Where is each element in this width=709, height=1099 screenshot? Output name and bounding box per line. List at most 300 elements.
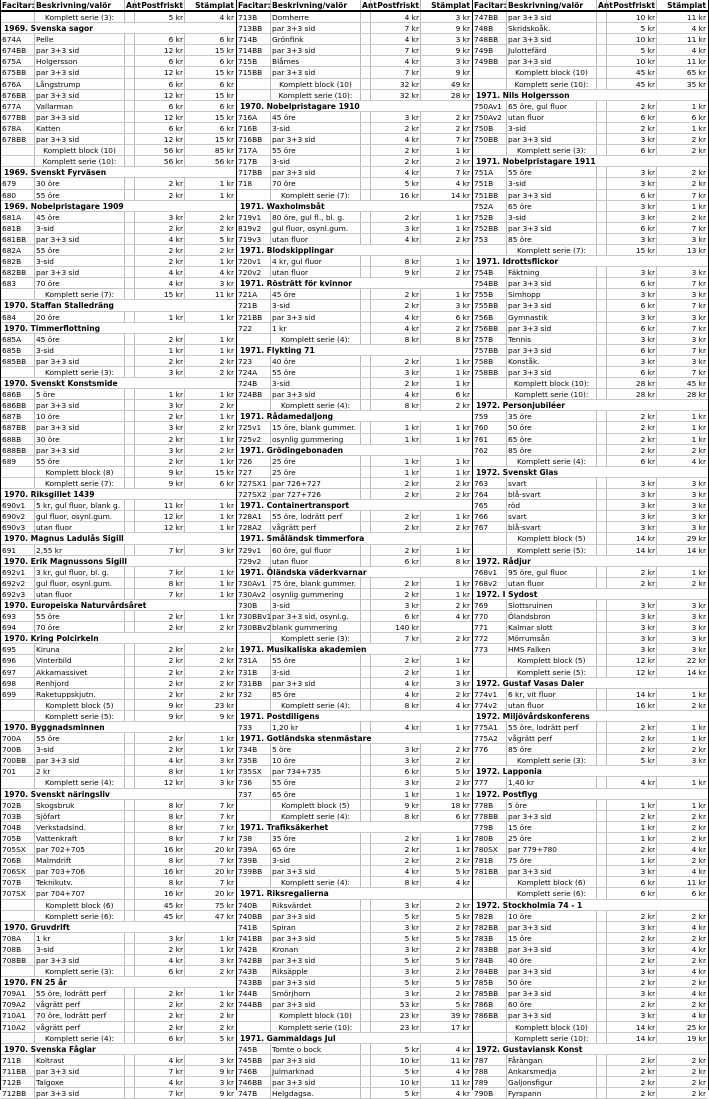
quantity	[597, 811, 607, 821]
price-mint: 3 kr	[607, 522, 657, 532]
price-used: 2 kr	[219, 368, 234, 377]
section-title: 1970. Magnus Ladulås Sigill	[4, 534, 124, 544]
description: Komplett block (5)	[35, 700, 125, 710]
stamp-row	[237, 23, 472, 34]
total-row	[237, 800, 472, 811]
quantity	[597, 800, 607, 810]
quantity	[125, 822, 135, 832]
quantity	[597, 622, 607, 632]
total-row	[473, 667, 708, 678]
stamp-row	[473, 955, 708, 966]
quantity	[125, 733, 135, 743]
quantity	[361, 766, 371, 776]
price-mint: 28 kr	[607, 389, 657, 399]
quantity	[597, 655, 607, 665]
quantity	[597, 511, 607, 521]
price-used: 6 kr	[219, 57, 234, 67]
quantity	[361, 655, 371, 665]
price-used: 5 kr	[219, 1033, 234, 1043]
price-used: 3 kr	[219, 1055, 234, 1065]
quantity	[361, 456, 371, 466]
facit-number: 719v3	[237, 234, 271, 244]
description: Komplett block (6)	[35, 900, 125, 910]
stamp-row	[237, 678, 472, 689]
stamp-row	[237, 511, 472, 522]
section-heading	[1, 300, 236, 311]
facit-number: 759	[473, 411, 507, 421]
quantity	[361, 56, 371, 66]
facit-number: 783BB	[473, 944, 507, 954]
price-mint: 2 kr	[135, 988, 185, 998]
stamp-row	[473, 622, 708, 633]
description: 70 öre	[271, 178, 361, 188]
price-used: 2 kr	[691, 578, 706, 588]
description: 3-sid	[271, 300, 361, 310]
price-used: 1 kr	[219, 412, 234, 422]
stamp-row	[1, 278, 236, 289]
stamp-row	[473, 34, 708, 45]
description: Fäktning	[507, 267, 597, 277]
price-mint: 2 kr	[607, 445, 657, 455]
quantity	[597, 223, 607, 233]
facit-number	[237, 90, 271, 100]
stamp-row	[473, 367, 708, 378]
price-used: 20 kr	[214, 845, 234, 855]
price-used: 5 kr	[455, 911, 470, 921]
price-mint: 28 kr	[607, 378, 657, 388]
price-mint: 2 kr	[607, 411, 657, 421]
quantity	[361, 833, 371, 843]
description: 3-sid	[35, 223, 125, 233]
price-used: 1 kr	[219, 578, 234, 588]
description: vågrätt perf	[507, 733, 597, 743]
quantity	[125, 312, 135, 322]
price-used: 15 kr	[214, 467, 234, 477]
price-mint: 6 kr	[607, 300, 657, 310]
description: 95 öre, gul fluor	[507, 567, 597, 577]
stamp-row	[1, 655, 236, 666]
price-mint: 6 kr	[371, 556, 421, 566]
price-used: 3 kr	[691, 523, 706, 533]
description: 5 kr, gul fluor, blank g.	[35, 500, 125, 510]
stamp-row	[473, 323, 708, 334]
facit-number	[473, 655, 507, 665]
price-used: 1 kr	[691, 778, 706, 788]
price-mint: 5 kr	[371, 1066, 421, 1076]
quantity	[361, 1066, 371, 1076]
facit-number: 788	[473, 1066, 507, 1076]
price-used: 6 kr	[219, 101, 234, 111]
facit-number: 740BB	[237, 911, 271, 921]
description: Komplett serie (5):	[507, 667, 597, 677]
section-title: 1971. Waxholmsbåt	[240, 201, 325, 211]
header-ant: Ant	[362, 1, 377, 10]
facit-number: 741BB	[237, 933, 271, 943]
description: blå-svart	[507, 522, 597, 532]
facit-number: 740B	[237, 900, 271, 910]
stamp-row	[473, 633, 708, 644]
quantity	[361, 234, 371, 244]
price-mint: 3 kr	[607, 178, 657, 188]
price-mint: 4 kr	[135, 267, 185, 277]
facit-number: 735B	[237, 755, 271, 765]
facit-number: 774v1	[473, 689, 507, 699]
header-description: Beskrivning/valör	[507, 0, 597, 10]
price-mint: 2 kr	[607, 733, 657, 743]
stamp-row	[473, 23, 708, 34]
stamp-row	[237, 866, 472, 877]
facit-number: 681B	[1, 223, 35, 233]
description: 70 öre, lodrätt perf	[35, 1010, 125, 1020]
description: par 779+780	[507, 844, 597, 854]
quantity	[125, 578, 135, 588]
quantity	[125, 777, 135, 787]
description: 45 öre	[35, 212, 125, 222]
description: 70 öre	[35, 622, 125, 632]
description: vågrätt perf	[271, 522, 361, 532]
price-used: 11 kr	[686, 878, 706, 888]
stamp-row	[473, 522, 708, 533]
price-mint: 4 kr	[371, 689, 421, 699]
quantity	[125, 67, 135, 77]
description: Vallarman	[35, 101, 125, 111]
stamp-row	[237, 789, 472, 800]
description: 3-sid	[507, 123, 597, 133]
facit-number: 729v2	[237, 556, 271, 566]
price-mint: 10 kr	[607, 56, 657, 66]
total-row	[1, 145, 236, 156]
quantity	[597, 67, 607, 77]
description: 55 öre	[35, 611, 125, 621]
price-mint: 3 kr	[371, 988, 421, 998]
quantity	[597, 877, 607, 887]
description: par 3+3 sid	[507, 345, 597, 355]
price-mint: 3 kr	[371, 755, 421, 765]
price-mint: 4 kr	[371, 323, 421, 333]
price-used: 7 kr	[691, 345, 706, 355]
price-mint: 2 kr	[607, 567, 657, 577]
facit-number: 744B	[237, 988, 271, 998]
price-used: 1 kr	[691, 201, 706, 211]
stamp-row	[237, 356, 472, 367]
price-used: 65 kr	[686, 68, 706, 78]
price-mint: 12 kr	[135, 522, 185, 532]
price-used: 1 kr	[455, 467, 470, 477]
description: par 3+3 sid	[507, 134, 597, 144]
section-heading	[473, 789, 708, 800]
stamp-row	[237, 378, 472, 389]
description: Verkstadsind.	[35, 822, 125, 832]
facit-number	[237, 800, 271, 810]
price-mint: 4 kr	[135, 755, 185, 765]
quantity	[361, 966, 371, 976]
total-row	[473, 888, 708, 899]
stamp-row	[237, 744, 472, 755]
price-mint: 8 kr	[371, 400, 421, 410]
price-used: 7 kr	[455, 135, 470, 145]
facit-number	[1, 467, 35, 477]
stamp-row	[473, 123, 708, 134]
facit-number: 756BB	[473, 323, 507, 333]
price-mint: 3 kr	[135, 445, 185, 455]
price-mint: 7 kr	[371, 67, 421, 77]
facit-number: 706B	[1, 855, 35, 865]
stamp-row	[1, 256, 236, 267]
price-used: 8 kr	[455, 556, 470, 566]
price-mint: 2 kr	[607, 722, 657, 732]
section-title: 1970. Timmerflottning	[4, 323, 101, 333]
facit-number: 723	[237, 356, 271, 366]
quantity	[125, 34, 135, 44]
price-used: 39 kr	[450, 1011, 470, 1021]
facit-number: 768v1	[473, 567, 507, 577]
facit-number: 709A1	[1, 988, 35, 998]
price-used: 75 kr	[214, 900, 234, 910]
quantity	[597, 1077, 607, 1087]
quantity	[125, 434, 135, 444]
facit-number: 729v1	[237, 545, 271, 555]
catalog-column	[0, 0, 236, 1099]
total-row	[237, 90, 472, 101]
quantity	[361, 678, 371, 688]
price-used: 7 kr	[691, 279, 706, 289]
stamp-row	[1, 622, 236, 633]
quantity	[597, 79, 607, 89]
section-heading	[1, 533, 236, 544]
quantity	[361, 722, 371, 732]
facit-number: 750Av2	[473, 112, 507, 122]
facit-number: 703B	[1, 811, 35, 821]
stamp-row	[473, 223, 708, 234]
description: Komplett serie (7):	[35, 478, 125, 488]
stamp-row	[473, 1077, 708, 1088]
facit-number: 688B	[1, 434, 35, 444]
facit-number: 733	[237, 722, 271, 732]
price-used: 3 kr	[691, 600, 706, 610]
total-row	[1, 711, 236, 722]
description: par 3+3 sid	[507, 866, 597, 876]
quantity	[361, 1077, 371, 1087]
section-title: 1971. Gammaldags Jul	[240, 1033, 336, 1043]
header-stamplat: Stämplat	[667, 1, 706, 10]
price-mint: 2 kr	[371, 478, 421, 488]
price-mint: 5 kr	[371, 178, 421, 188]
section-title: 1971. Gotländska stenmästare	[240, 734, 372, 744]
description: Komplett serie (7):	[507, 245, 597, 255]
price-used: 85 kr	[214, 146, 234, 156]
facit-number: 725v1	[237, 422, 271, 432]
facit-number: 732	[237, 689, 271, 699]
description: 60 öre, gul fluor	[271, 545, 361, 555]
stamp-row	[1, 45, 236, 56]
stamp-row	[473, 811, 708, 822]
price-mint: 16 kr	[135, 866, 185, 876]
stamp-row	[1, 589, 236, 600]
stamp-row	[237, 600, 472, 611]
facit-number: 713BB	[237, 23, 271, 33]
quantity	[597, 434, 607, 444]
price-mint: 3 kr	[607, 988, 657, 998]
quantity	[361, 800, 371, 810]
quantity	[125, 522, 135, 532]
description: Komplett block (10)	[35, 145, 125, 155]
quantity	[125, 911, 135, 921]
description: 85 öre	[507, 445, 597, 455]
quantity	[125, 134, 135, 144]
quantity	[125, 900, 135, 910]
quantity	[125, 844, 135, 854]
quantity	[361, 167, 371, 177]
description: Komplett serie (3):	[35, 367, 125, 377]
stamp-row	[473, 988, 708, 999]
price-mint: 6 kr	[135, 56, 185, 66]
quantity	[597, 1033, 607, 1043]
description: 55 öre	[35, 190, 125, 200]
facit-number	[1, 777, 35, 787]
section-heading	[237, 101, 472, 112]
description: gul fluor, osynl.gum.	[35, 578, 125, 588]
price-used: 1 kr	[455, 578, 470, 588]
price-used: 2 kr	[455, 268, 470, 278]
section-title: 1971. Blodskipplingar	[240, 245, 334, 255]
price-used: 7 kr	[691, 190, 706, 200]
price-mint: 3 kr	[607, 1010, 657, 1020]
price-mint: 45 kr	[607, 79, 657, 89]
stamp-row	[1, 1077, 236, 1088]
price-mint: 1 kr	[135, 389, 185, 399]
stamp-row	[237, 67, 472, 78]
facit-number: 709A2	[1, 999, 35, 1009]
quantity	[361, 977, 371, 987]
stamp-row	[1, 733, 236, 744]
quantity	[597, 755, 607, 765]
stamp-row	[1, 101, 236, 112]
section-title: 1970. Kring Polcirkeln	[4, 634, 99, 644]
facit-number: 690v1	[1, 500, 35, 510]
price-mint: 2 kr	[607, 578, 657, 588]
price-used: 1 kr	[455, 356, 470, 366]
facit-number: 717BB	[237, 167, 271, 177]
facit-number	[473, 755, 507, 765]
price-used: 2 kr	[691, 1000, 706, 1010]
stamp-row	[473, 289, 708, 300]
section-heading	[1, 556, 236, 567]
price-mint: 16 kr	[135, 844, 185, 854]
stamp-row	[473, 56, 708, 67]
stamp-row	[237, 34, 472, 45]
facit-number: 771	[473, 622, 507, 632]
facit-number: 782B	[473, 911, 507, 921]
section-heading	[237, 733, 472, 744]
stamp-row	[237, 212, 472, 223]
quantity	[597, 689, 607, 699]
total-row	[1, 700, 236, 711]
facit-number: 681BB	[1, 234, 35, 244]
quantity	[125, 877, 135, 887]
price-mint: 5 kr	[607, 45, 657, 55]
price-used: 22 kr	[686, 656, 706, 666]
quantity	[125, 1077, 135, 1087]
facit-number	[1, 966, 35, 976]
facit-number: 711BB	[1, 1066, 35, 1076]
total-row	[473, 1033, 708, 1044]
price-mint: 6 kr	[135, 123, 185, 133]
description: Pelle	[35, 34, 125, 44]
facit-number: 737	[237, 789, 271, 799]
section-heading	[473, 900, 708, 911]
description: par 3+3 sid	[271, 134, 361, 144]
description: Komplett block (10)	[271, 79, 361, 89]
price-used: 2 kr	[691, 933, 706, 943]
quantity	[361, 755, 371, 765]
description: Talgoxe	[35, 1077, 125, 1087]
section-heading	[1, 167, 236, 178]
price-mint: 2 kr	[607, 1066, 657, 1076]
description: 3-sid	[271, 855, 361, 865]
price-mint: 2 kr	[371, 855, 421, 865]
stamp-row	[1, 766, 236, 777]
description: par 3+3 sid	[35, 1066, 125, 1076]
facit-number: 752BB	[473, 223, 507, 233]
price-used: 1 kr	[219, 734, 234, 744]
price-mint: 2 kr	[135, 334, 185, 344]
description: Vinterbild	[35, 655, 125, 665]
price-used: 7 kr	[691, 323, 706, 333]
header-stamplat: Stämplat	[195, 1, 234, 10]
price-mint: 2 kr	[135, 1010, 185, 1020]
stamp-row	[473, 356, 708, 367]
facit-number	[1, 156, 35, 166]
stamp-row	[237, 755, 472, 766]
quantity	[361, 689, 371, 699]
quantity	[125, 999, 135, 1009]
section-title: 1971. Rådamedaljong	[240, 412, 334, 422]
facit-number: 768v2	[473, 578, 507, 588]
description: par 3+3 sid	[507, 988, 597, 998]
description: 55 öre, lodrätt perf	[35, 988, 125, 998]
stamp-row	[473, 234, 708, 245]
price-used: 1 kr	[455, 545, 470, 555]
quantity	[361, 744, 371, 754]
facit-number: 721A	[237, 289, 271, 299]
quantity	[361, 866, 371, 876]
quantity	[361, 1010, 371, 1020]
facit-number: 764	[473, 489, 507, 499]
stamp-row	[473, 201, 708, 212]
price-mint: 8 kr	[371, 256, 421, 266]
price-used: 2 kr	[455, 157, 470, 167]
header-postfriskt: Postfriskt	[607, 0, 657, 10]
stamp-row	[237, 112, 472, 123]
quantity	[597, 312, 607, 322]
facit-number: 701	[1, 766, 35, 776]
quantity	[125, 356, 135, 366]
facit-number	[473, 877, 507, 887]
quantity	[597, 888, 607, 898]
stamp-row	[473, 422, 708, 433]
description: 30 öre	[35, 434, 125, 444]
price-mint: 23 kr	[371, 1010, 421, 1020]
facit-number	[237, 877, 271, 887]
description: 5 öre	[35, 389, 125, 399]
price-used: 2 kr	[455, 967, 470, 977]
price-used: 2 kr	[455, 490, 470, 500]
stamp-row	[473, 489, 708, 500]
price-mint: 2 kr	[371, 667, 421, 677]
price-used: 3 kr	[219, 1078, 234, 1087]
stamp-row	[473, 478, 708, 489]
price-mint: 2 kr	[371, 589, 421, 599]
